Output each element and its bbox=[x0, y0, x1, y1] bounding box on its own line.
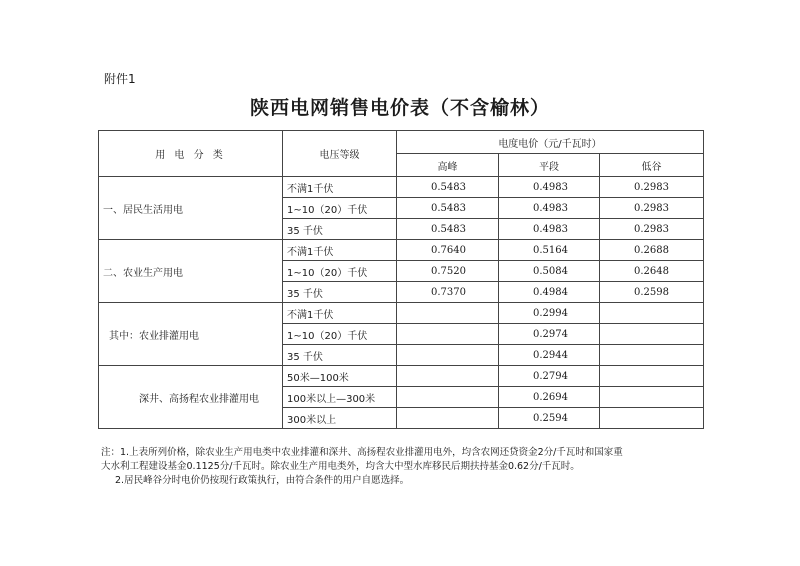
footnotes bbox=[101, 446, 701, 488]
document-title: 陕西电网销售电价表（不含榆林） bbox=[249, 97, 550, 119]
flat-price-cell: 0.4983 bbox=[499, 198, 600, 219]
peak-price-cell: 0.5483 bbox=[397, 198, 499, 219]
footnote-line-3: 2.居民峰谷分时电价仍按现行政策执行，由符合条件的用户自愿选择。 bbox=[115, 475, 410, 486]
valley-price-cell bbox=[600, 345, 704, 366]
header-valley: 低谷 bbox=[600, 154, 704, 177]
valley-price-cell: 0.2598 bbox=[600, 282, 704, 303]
flat-price-cell: 0.2594 bbox=[499, 408, 600, 429]
peak-price-cell: 0.5483 bbox=[397, 177, 499, 198]
flat-price-cell: 0.4983 bbox=[499, 219, 600, 240]
voltage-cell: 1~10（20）千伏 bbox=[283, 198, 397, 219]
valley-price-cell bbox=[600, 408, 704, 429]
header-voltage: 电压等级 bbox=[283, 131, 397, 177]
flat-price-cell: 0.2974 bbox=[499, 324, 600, 345]
voltage-cell: 1~10（20）千伏 bbox=[283, 261, 397, 282]
attachment-label: 附件1 bbox=[104, 72, 136, 86]
valley-price-cell bbox=[600, 387, 704, 408]
peak-price-cell: 0.7640 bbox=[397, 240, 499, 261]
peak-price-cell bbox=[397, 345, 499, 366]
header-flat: 平段 bbox=[499, 154, 600, 177]
table-row bbox=[99, 177, 704, 198]
flat-price-cell: 0.2994 bbox=[499, 303, 600, 324]
category-agriculture: 二、农业生产用电 bbox=[99, 240, 283, 303]
table-row bbox=[99, 240, 704, 261]
voltage-cell: 1~10（20）千伏 bbox=[283, 324, 397, 345]
tariff-table bbox=[98, 130, 704, 429]
voltage-cell: 不满1千伏 bbox=[283, 240, 397, 261]
voltage-cell: 50米—100米 bbox=[283, 366, 397, 387]
table-row bbox=[99, 303, 704, 324]
flat-price-cell: 0.2794 bbox=[499, 366, 600, 387]
valley-price-cell bbox=[600, 324, 704, 345]
peak-price-cell: 0.7370 bbox=[397, 282, 499, 303]
flat-price-cell: 0.4984 bbox=[499, 282, 600, 303]
voltage-cell: 35 千伏 bbox=[283, 219, 397, 240]
peak-price-cell bbox=[397, 408, 499, 429]
flat-price-cell: 0.5164 bbox=[499, 240, 600, 261]
table-row bbox=[99, 366, 704, 387]
footnote-line-1: 注：1.上表所列价格，除农业生产用电类中农业排灌和深井、高扬程农业排灌用电外，均含农网还贷资金2分/千瓦时和国家重 bbox=[101, 447, 623, 458]
flat-price-cell: 0.2694 bbox=[499, 387, 600, 408]
voltage-cell: 不满1千伏 bbox=[283, 177, 397, 198]
footnote-line-2: 大水利工程建设基金0.1125分/千瓦时。除农业生产用电类外，均含大中型水库移民后期扶持基金0.62分/千瓦时。 bbox=[101, 461, 580, 472]
valley-price-cell bbox=[600, 366, 704, 387]
valley-price-cell: 0.2983 bbox=[600, 198, 704, 219]
peak-price-cell: 0.5483 bbox=[397, 219, 499, 240]
category-irrigation: 其中：农业排灌用电 bbox=[99, 303, 283, 366]
header-category: 用 电 分 类 bbox=[99, 131, 283, 177]
voltage-cell: 300米以上 bbox=[283, 408, 397, 429]
valley-price-cell: 0.2983 bbox=[600, 219, 704, 240]
flat-price-cell: 0.2944 bbox=[499, 345, 600, 366]
flat-price-cell: 0.4983 bbox=[499, 177, 600, 198]
category-deep-well-irrigation: 深井、高扬程农业排灌用电 bbox=[99, 366, 283, 429]
valley-price-cell bbox=[600, 303, 704, 324]
peak-price-cell bbox=[397, 303, 499, 324]
voltage-cell: 35 千伏 bbox=[283, 282, 397, 303]
valley-price-cell: 0.2648 bbox=[600, 261, 704, 282]
voltage-cell: 35 千伏 bbox=[283, 345, 397, 366]
peak-price-cell bbox=[397, 324, 499, 345]
valley-price-cell: 0.2983 bbox=[600, 177, 704, 198]
peak-price-cell: 0.7520 bbox=[397, 261, 499, 282]
voltage-cell: 100米以上—300米 bbox=[283, 387, 397, 408]
header-peak: 高峰 bbox=[397, 154, 499, 177]
header-price: 电度电价（元/千瓦时） bbox=[397, 131, 704, 154]
valley-price-cell: 0.2688 bbox=[600, 240, 704, 261]
voltage-cell: 不满1千伏 bbox=[283, 303, 397, 324]
peak-price-cell bbox=[397, 387, 499, 408]
flat-price-cell: 0.5084 bbox=[499, 261, 600, 282]
category-residential: 一、居民生活用电 bbox=[99, 177, 283, 240]
peak-price-cell bbox=[397, 366, 499, 387]
